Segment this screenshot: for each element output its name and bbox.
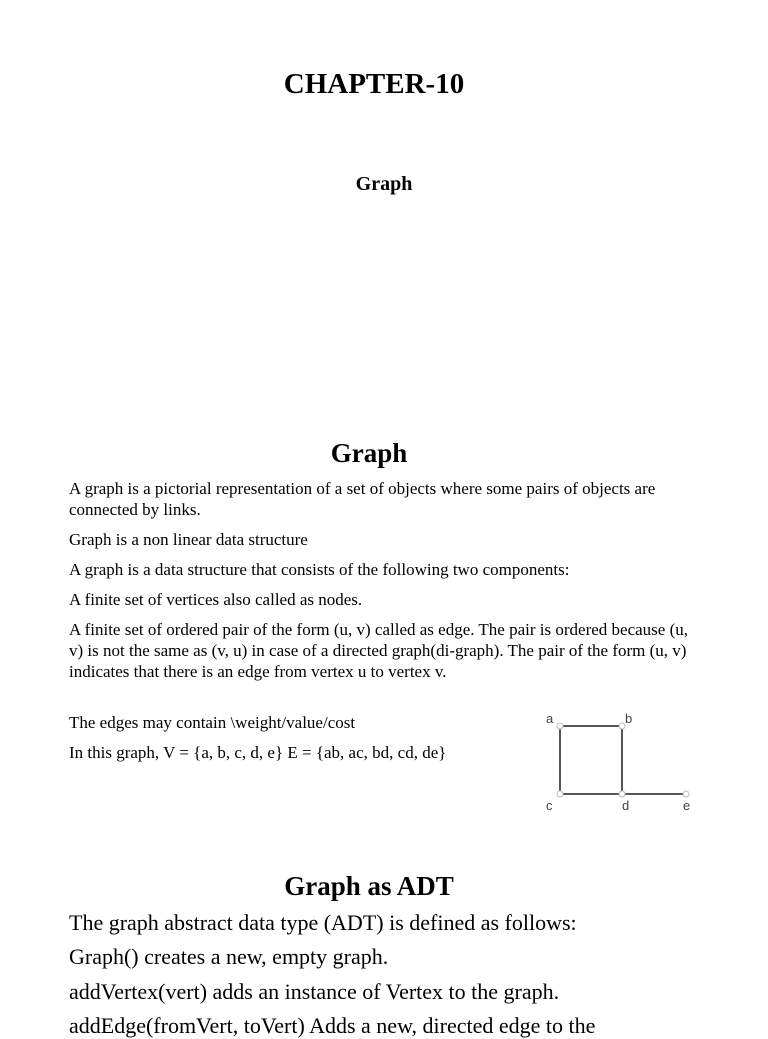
paragraph-definition: A graph is a pictorial representation of a set of objects where some pairs of objects are connected by links. [69, 479, 656, 519]
adt-line-graph-constructor: Graph() creates a new, empty graph. [69, 944, 389, 969]
vertex-label-a: a [546, 711, 554, 726]
paragraph-weights: The edges may contain \weight/value/cost [69, 713, 356, 732]
paragraph-vertices: A finite set of vertices also called as nodes. [69, 590, 363, 609]
chapter-subtitle: Graph [355, 173, 413, 195]
paragraph-nonlinear: Graph is a non linear data structure [69, 530, 308, 549]
graph-section-heading: Graph [330, 438, 408, 468]
vertex-d [619, 791, 625, 797]
paragraph-edges: A finite set of ordered pair of the form (u, v) called as edge. The pair is ordered because (u, v) is not the same as (v, u) in case of a directed graph(di-graph). The pair of the form (u, v) indicates that there is an edge from vertex u to vertex v. [69, 620, 688, 681]
vertex-label-b: b [625, 711, 633, 726]
vertex-label-d: d [622, 798, 630, 813]
adt-line-definition: The graph abstract data type (ADT) is defined as follows: [69, 910, 577, 935]
adt-line-add-vertex: addVertex(vert) adds an instance of Vertex to the graph. [69, 979, 560, 1004]
paragraph-sets: In this graph, V = {a, b, c, d, e} E = {ab, ac, bd, cd, de} [69, 743, 447, 762]
paragraph-components: A graph is a data structure that consists of the following two components: [69, 560, 570, 579]
vertex-label-c: c [546, 798, 553, 813]
graph-diagram [530, 706, 700, 818]
vertex-c [557, 791, 563, 797]
adt-line-add-edge: addEdge(fromVert, toVert) Adds a new, directed edge to the [69, 1013, 596, 1038]
vertex-label-e: e [683, 798, 691, 813]
adt-section-heading: Graph as ADT [284, 871, 454, 901]
vertex-a [557, 723, 563, 729]
chapter-title: CHAPTER-10 [283, 68, 465, 100]
vertex-e [683, 791, 689, 797]
